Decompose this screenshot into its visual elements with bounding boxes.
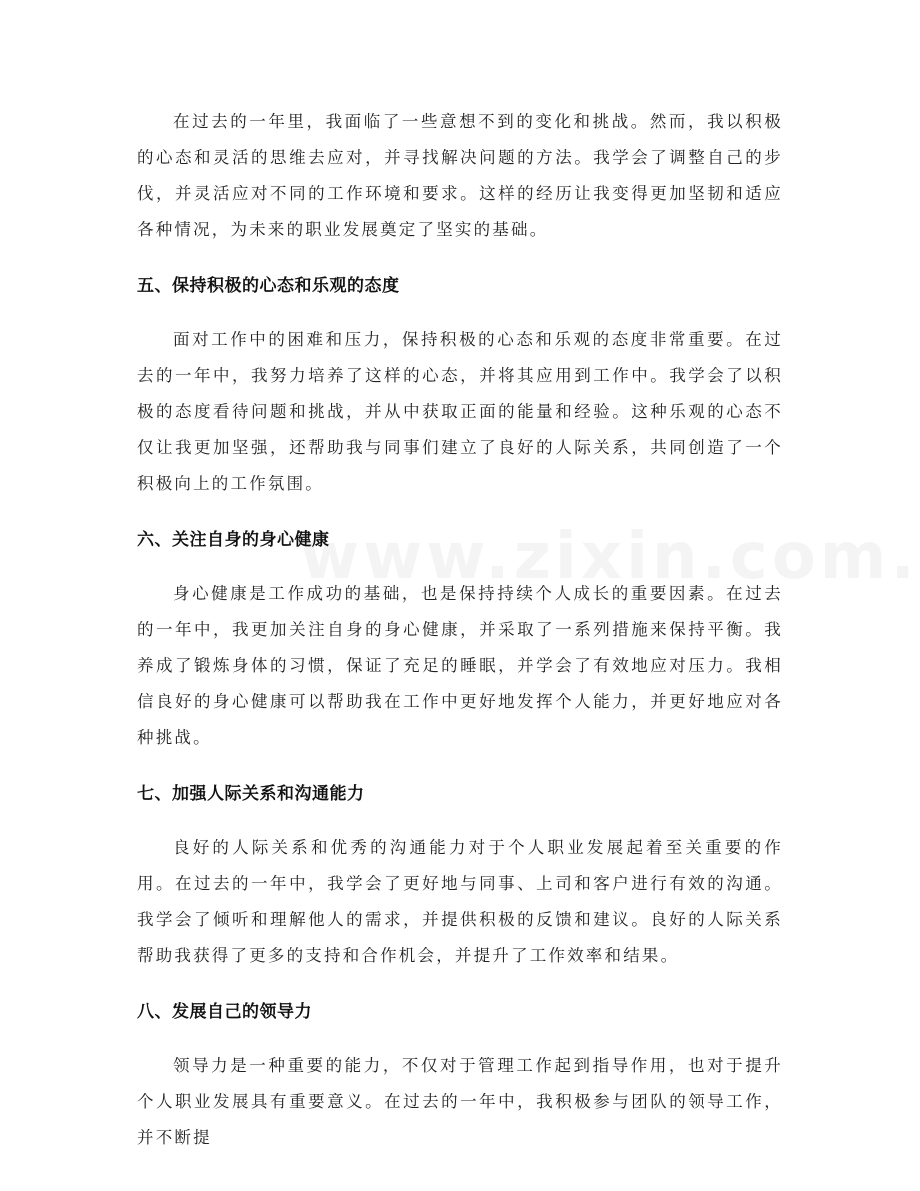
section-heading-7: 七、加强人际关系和沟通能力 [137,784,365,804]
section-paragraph-7: 良好的人际关系和优秀的沟通能力对于个人职业发展起着至关重要的作用。在过去的一年中，我学会了更好地与同事、上司和客户进行有效的沟通。我学会了倾听和理解他人的需求，并提供积极的反馈和建议。良好的人际关系帮助我获得了更多的支持和合作机会，并提升了工作效率和结果。 [137,838,783,965]
document-body [137,104,783,1156]
section-paragraph-6: 身心健康是工作成功的基础，也是保持持续个人成长的重要因素。在过去的一年中，我更加关注自身的身心健康，并采取了一系列措施来保持平衡。我养成了锻炼身体的习惯，保证了充足的睡眠，并学会了有效地应对压力。我相信良好的身心健康可以帮助我在工作中更好地发挥个人能力，并更好地应对各种挑战。 [137,584,783,747]
section-paragraph-5: 面对工作中的困难和压力，保持积极的心态和乐观的态度非常重要。在过去的一年中，我努力培养了这样的心态，并将其应用到工作中。我学会了以积极的态度看待问题和挑战，并从中获取正面的能量和经验。这种乐观的心态不仅让我更加坚强，还帮助我与同事们建立了良好的人际关系，共同创造了一个积极向上的工作氛围。 [137,330,783,493]
section-heading-8: 八、发展自己的领导力 [137,1002,312,1022]
section-heading-5: 五、保持积极的心态和乐观的态度 [137,276,400,296]
section-paragraph-8: 领导力是一种重要的能力，不仅对于管理工作起到指导作用，也对于提升个人职业发展具有重要意义。在过去的一年中，我积极参与团队的领导工作，并不断提 [137,1056,783,1147]
section-heading-6: 六、关注自身的身心健康 [137,530,330,550]
intro-paragraph: 在过去的一年里，我面临了一些意想不到的变化和挑战。然而，我以积极的心态和灵活的思维去应对，并寻找解决问题的方法。我学会了调整自己的步伐，并灵活应对不同的工作环境和要求。这样的经历让我变得更加坚韧和适应各种情况，为未来的职业发展奠定了坚实的基础。 [137,112,783,239]
